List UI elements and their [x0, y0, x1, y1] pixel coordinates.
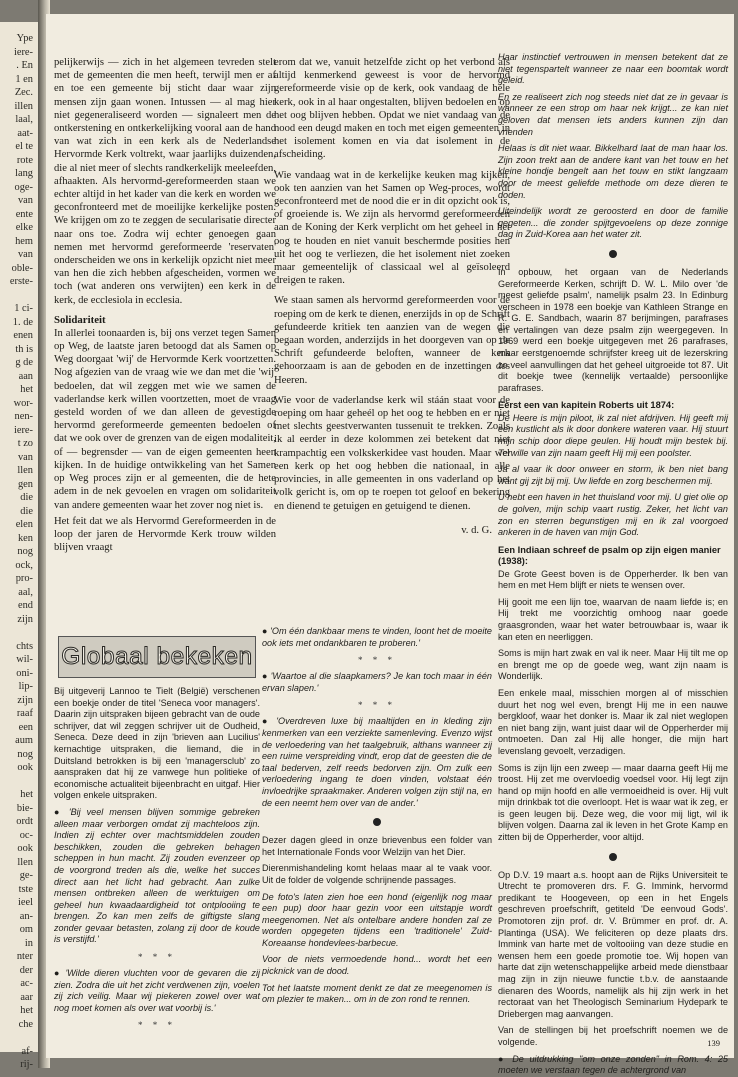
separator-stars: * * *	[138, 1020, 176, 1031]
separator-stars: * * *	[358, 655, 396, 666]
article-paragraph: Wie vandaag wat in de kerkelijke keuken mag kijken, ook ten aanzien van het Samen op Weg-proces, wordt geconfronteerd met de nood die er in dit opzicht ook is, of groeiende is. We zijn als hervormd gereformeerden aan de Koning der Kerk verplicht om het geheel in het oog te houden en niet vanuit beschermde posities hen uit het oog te verliezen, die het isolement niet zoeken maar gemeentelijk of classicaal wel al geïsoleerd dreigen te raken.	[274, 169, 510, 287]
separator-stars: * * *	[358, 700, 396, 711]
left-page-fragment: bie-	[16, 802, 33, 814]
left-page-fragment: tste	[18, 883, 33, 895]
left-page-fragment: oni-	[16, 667, 33, 679]
section-body	[54, 686, 260, 1030]
news-paragraph: Dierenmishandeling komt helaas maar al te vaak voor. Uit de folder de volgende schrijnende passages.	[262, 863, 492, 885]
article-paragraph: erom dat we, vanuit hetzelfde zicht op het verbond als altijd kenmerkend geweest is voor de hervormd gereformeerde visie op de kerk, ook vandaag de héle kerk, ook in al haar ongestalten, blijven bedoelen en op het oog blijven hebben. Opdat we niet vandaag van de nood een deugd maken en toch met eigen gemeenten in het isolement komen en via dat isolement in de afscheiding.	[274, 57, 510, 161]
left-page-fragment: wil-	[16, 654, 33, 665]
section-divider-dot	[609, 250, 617, 258]
left-page-fragment: van	[17, 195, 33, 206]
left-page-fragment: nog	[17, 748, 33, 760]
left-page-fragment: pro-	[15, 573, 33, 584]
left-page-fragment: 1. de	[12, 316, 33, 328]
left-page-fragment: een	[18, 721, 33, 733]
psalm-paragraph: Soms is mijn hart zwak en val ik neer. Maar Hij tilt me op en brengt me op de goede weg, want zijn naam is Wonderlijk.	[498, 648, 728, 682]
left-page-fragment: oc-	[19, 829, 33, 841]
left-page-fragment: Zec.	[14, 87, 33, 98]
section-divider-dot	[609, 853, 617, 861]
left-page-fragment: raaf	[16, 708, 33, 719]
left-page-fragment: ken	[17, 532, 33, 544]
left-page-fragment: iere-	[13, 46, 33, 58]
left-page-fragment: nog	[17, 546, 33, 557]
left-page-fragment: in	[24, 937, 33, 949]
left-page-fragment: elke	[15, 222, 33, 233]
left-page-fragment: zijn	[17, 694, 33, 706]
left-page-fragment: rote	[16, 154, 33, 166]
quote-paragraph: Uiteindelijk wordt ze geroosterd en door de familie gegeten... die zonder spijtgevoelens op deze zonnige dag in Zuid-Korea aan het water zit.	[498, 206, 728, 240]
news-paragraph: Van de stellingen bij het proefschrift noemen we de volgende.	[498, 1025, 728, 1047]
subheading-solidariteit: Solidariteit	[54, 313, 106, 326]
left-page-fragment: ieel	[18, 897, 33, 908]
left-page-fragment: an-	[19, 910, 33, 922]
left-page-fragment: aal,	[18, 586, 33, 598]
left-page-fragment: rij-	[20, 1059, 33, 1070]
left-page-fragment: gen	[17, 478, 33, 490]
bullet-icon: ●	[498, 1053, 513, 1064]
quote-paragraph: De foto's laten zien hoe een hond (eigenlijk nog maar een pup) door haar gezin voor een uitstapje wordt meegenomen. Net als ontelbare andere honden zal ze worden opgegeten tijdens een 'traditionele' Zuid-Koreaanse hondevlees-barbecue.	[262, 891, 492, 948]
quote-text: 'Overdreven luxe bij maaltijden en in kleding zijn kenmerken van een verziekte samenleving. Evenzo wijst de verloedering van het taalgebruik, althans wanneer zij een ruime verspreiding vindt, erop dat de geesten die de taal bederven, zelf reeds bedorven zijn. Om zulk een verloedering ingang te doen vinden, volstaat één invloedrijke spraakmaker. Anderen volgen zijn stijl na, en de een neemt hem over van de ander.'	[262, 716, 492, 808]
left-page-fragment	[0, 626, 33, 640]
news-paragraph: In opbouw, het orgaan van de Nederlands Gereformeerde Kerken, schrijft D. W. L. Milo over 'de meest geliefde psalm', namelijk psalm 23. In Edinburg verscheen in 1978 een boekje van Kathleen Strange en R. G. E. Sandbach, waarin 87 berijmingen, parafrases en vertalingen van deze psalm zijn weergegeven. In 1969 werd een boekje uitgegeven met 26 parafrases, maar eerstgenoemde schrijfster kreeg uit de lezerskring zo veel aanvullingen dat het geheel uitgroeide tot 87. Uit dit boekje twee (kennelijk vertaalde) persoonlijke parafrases.	[498, 266, 728, 393]
news-paragraph: Op D.V. 19 maart a.s. hoopt aan de Rijks Universiteit te Utrecht te promoveren drs. F. G. Immink, hervormd predikant te Hoogeveen, op een in het Engels geschreven proefschrift, getiteld 'De eenvoud Gods'. Promotoren zijn prof. dr. V. Brümmer en prof. dr. A. Plantinga (USA). We feliciteren op deze plaats drs. Immink van harte met de voltooiing van deze studie en wensen hem een goede promotie toe. Wij hopen van harte dat zijn wetenschappelijke arbeid mede dienstbaar mag zijn in zijn nieuwe functie t.b.v. de aanstaande dienaren des Woords, namelijk als hij zijn werk in het rectoraat van het Theologisch Seminarium Hydepark te Driebergen mag aanvangen.	[498, 869, 728, 1019]
left-page-fragment: ge-	[19, 870, 33, 881]
left-page-fragment	[0, 775, 33, 789]
quote-paragraph	[54, 807, 260, 946]
quote-text: 'Wilde dieren vluchten voor de gevaren die zij zien. Zodra die uit het zicht verdwenen zijn, voelen zij zich veilig. Maar wij piekeren zowel over wat nog moet komen als over wat voorbij is.'	[54, 968, 260, 1013]
bullet-icon: ●	[54, 806, 69, 817]
left-page-fragment: iere-	[13, 424, 33, 436]
article-paragraph: In allerlei toonaarden is, bij ons verzet tegen Samen op Weg, de laatste jaren betoogd dat als Samen op Weg doorgaat 'wij' de Hervormde Kerk voortzetten. Nog afgezien van de vraag wie we dan met die 'wij' bedoelen, dat wil zeggen met wie we samen de vaderlandse kerk willen voortzetten, moet de vraag gesteld worden of we dan alleen de gevestigde hervormd gereformeerde gemeenten bedoelen of dat we ook over de grenzen van de eigen modaliteit, of — begrensder — van de eigen gemeenten heen kijken. In de huidige ontwikkeling van het Samen op Weg proces zijn er al gemeenten, die de hete adem in de nek gevoelen en vragen om solidariteit van andere gemeenten waar het zover nog niet is.	[54, 327, 276, 511]
left-page-fragment: die	[20, 492, 33, 503]
quote-text: 'Waartoe al die slaapkamers? Je kan toch maar in één ervan slapen.'	[262, 671, 492, 693]
left-page-fragment: oble-	[11, 262, 33, 274]
left-page-fragment: th is	[15, 343, 33, 355]
section-title: Globaal bekeken	[61, 643, 253, 670]
left-page-fragment: 1 ci-	[14, 303, 33, 314]
left-page-fragment: lang	[15, 168, 33, 179]
article-column-1	[54, 56, 276, 614]
article-paragraph: Het feit dat we als Hervormd Gereformeerden in de loop der jaren de Hervormde Kerk trouw wilden blijven vraagt	[54, 515, 276, 554]
quote-paragraph	[54, 968, 260, 1014]
left-page-fragment: aan	[18, 370, 33, 382]
left-page-edge	[0, 22, 40, 1070]
left-page-fragment: ac-	[20, 978, 33, 989]
bullet-icon: ●	[262, 626, 271, 636]
left-page-fragment: ook	[17, 762, 33, 773]
quote-paragraph	[498, 1054, 728, 1077]
psalm-heading: Eerst een van kapitein Roberts uit 1874:	[498, 400, 675, 411]
left-page-fragment: ente	[15, 208, 33, 220]
quotes-column	[262, 626, 492, 1046]
left-page-fragment: g de	[15, 357, 33, 368]
left-page-fragment: af-	[21, 1045, 33, 1057]
left-page-fragment: het	[20, 789, 33, 800]
bullet-icon: ●	[262, 671, 271, 682]
globaal-bekeken-section	[54, 622, 260, 1052]
left-page-fragment: hem	[15, 235, 33, 247]
left-page-fragment: ock,	[15, 559, 33, 571]
quote-paragraph: Voor de niets vermoedende hond... wordt het een picknick van de dood.	[262, 954, 492, 977]
psalm-paragraph: De Grote Geest boven is de Opperherder. Ik ben van hem en met Hem blijft er niets te wensen over.	[498, 568, 728, 591]
left-page-fragment: illen	[14, 100, 33, 112]
psalm-paragraph: Een enkele maal, misschien morgen al of misschien duurt het nog wel even, brengt Hij me in een nauwe bergkloof, waar het donker is. Maar ik zal niet weglopen en niet bang zijn, want juist daar wil de Opperherder mij ontmoeten. Dan zal Hij alle honger, die mijn hart levenslang gevoelt, verzadigen.	[498, 687, 728, 756]
article-paragraph: We staan samen als hervormd gereformeerden voor de roeping om de kerk te dienen, enerzijds in op de Schrift gefundeerde kritiek ten aanzien van de wegen die begaan worden, anderzijds in het doorgeven van op de Schrift gefundeerde beloften, wanneer de kerk gehoorzaam is aan de geboden en de inzettingen des Heeren.	[274, 295, 510, 386]
left-page-fragment: oge-	[14, 181, 33, 193]
left-page-fragment: che	[18, 1018, 33, 1030]
separator-stars: * * *	[138, 952, 176, 963]
bullet-icon: ●	[54, 968, 66, 979]
left-page-fragment: nter	[16, 951, 33, 962]
psalm-paragraph: Hij gooit me een lijn toe, waarvan de naam liefde is; en Hij trekt me voorzichtig omhoog naar goede graasgronden, waar het water betrouwbaar is, waar ik kan eten en neerliggen.	[498, 596, 728, 642]
left-page-fragment: end	[17, 600, 33, 611]
left-page-fragment: erste-	[9, 276, 33, 287]
article-paragraph: Wie voor de vaderlandse kerk wil stáán staat voor de roeping om haar geheél op het oog te hebben en er niet met slechts geestverwanten tussenuit te trekken. Zoals ik al eerder in deze kolommen zei betekent dat niet krampachtig een volkskerkidee vast houden. Maar wel een kerk op het oog hebben die nationaal, in alle provincies, in alle gemeenten in ons vaderland op het volk gericht is, om op te roepen tot geloof en bekering en dienend te getuigen en getuigend te dienen.	[274, 394, 510, 512]
bullet-icon: ●	[262, 716, 277, 727]
quote-text: 'Bij veel mensen blijven sommige gebreken alleen maar verborgen omdat zij machteloos zijn. Indien zij echter over machtsmiddelen zouden beschikken, zouden die gebreken behagen scheppen in hun macht. Zij zouden evenzeer op de voorgrond treden als die, welke het succes direct aan het licht had gebracht. Aan zulke mensen ontbreken alleen de werktuigen om geheel hun kwaadaardigheid tot ontplooiing te brengen. Zo kan men zelfs de giftigste slang zonder gevaar betasten, zolang zij door de koude is verstijfd.'	[54, 806, 260, 945]
left-page-fragment: ook	[17, 843, 33, 854]
left-page-fragment: om	[19, 924, 33, 935]
left-page-fragment: laal,	[15, 114, 33, 125]
left-page-fragment: t zo	[17, 438, 33, 449]
left-page-fragment: chts	[16, 640, 33, 652]
left-page-fragment: lip-	[18, 681, 33, 692]
left-page-fragment: llen	[17, 465, 33, 476]
quote-paragraph	[262, 671, 492, 694]
news-paragraph: Dezer dagen gleed in onze brievenbus een folder van het Internationale Fonds voor Welzijn van het Dier.	[262, 835, 492, 857]
article-column-2	[274, 56, 510, 616]
article-paragraph: pelijkerwijs — zich in het algemeen tevreden stelt met de gemeenten die men heeft, terwijl men er af en toe een gemeente bij sticht daar waar zijn mensen zijn gaan wonen. Intussen — al mag hier niet gegeneraliseerd worden — signaleert men de ontkerstening en ontkerkelijking vooral aan de hand van wat zich in een kerk als de Nederlandse Hervormde Kerk voltrekt, waar jaarlijks duizenden, die al niet meer of slechts randkerkelijk meeleefden, afhaakten. Als hervormd-gereformeerden staan we echter altijd in het kader van die kerk en worden we geconfronteerd met de moeilijke kerkelijke posten. We krijgen om zo te zeggen de secularisatie directer naar ons toe. Zodra wij echter genoegen gaan nemen met hervormd gereformeerde 'reservaten' onderscheiden we ons in kerkelijk opzicht niet meer van hen die zich hebben afgescheiden, vormen we toch (wat anderen ons verwijten) een kerk in de kerk, de ecclesiola in ecclesia.	[54, 57, 276, 306]
quote-text: De uitdrukking "om onze zonden" in Rom. 4: 25 moeten we verstaan tegen de achtergrond van	[498, 1053, 728, 1076]
quote-paragraph: En ze realiseert zich nog steeds niet dat ze in gevaar is wanneer ze een strop om haar nek krijgt... ze kan niet geloven dat mensen iets anders kunnen zijn dan vrienden	[498, 91, 728, 137]
psalm-paragraph: U hebt een haven in het thuisland voor mij. U giet olie op de golven, mijn schip vaart rustig. Zeker, het licht van zon en sterren begunstigen mij en ik zal voorgoed ankeren in de haven van mijn God.	[498, 492, 728, 538]
psalm-paragraph: Ja al vaar ik door onweer en storm, ik ben niet bang want gij zijt bij mij. Uw liefde en zorg beschermen mij.	[498, 464, 728, 486]
left-page-fragment	[0, 1031, 33, 1045]
left-page-fragment: het	[20, 1005, 33, 1016]
quote-paragraph	[262, 716, 492, 809]
psalm-heading: Een Indiaan schreef de psalm op zijn eigen manier (1938):	[498, 544, 721, 567]
left-page-fragment: . En	[16, 60, 33, 71]
intro-paragraph: Bij uitgeverij Lannoo te Tielt (België) verschenen een boekje onder de titel 'Seneca voor managers'. Daarin zijn uitspraken bijeen gebracht van de oude schrijver, dat wil zeggen schrijver uit de Oudheid, Seneca. Deze deed in zijn 'brieven aan Lucilius' kernachtige uitspraken, die liemand, die in Duitsland betrokken is bij een 'managersclub' zo aanspraken dat hij ze vanwege hun politieke of economische actualiteit bijeenbracht en uitgaf. Hier volgen enkele uitspraken.	[54, 686, 260, 801]
left-page-fragment: elen	[15, 519, 33, 530]
section-divider-dot	[373, 818, 381, 826]
left-page-fragment: het	[20, 384, 33, 395]
left-page-fragment: 1 en	[15, 73, 33, 85]
left-page-fragment: el te	[15, 141, 33, 152]
left-page-fragment: die	[20, 505, 33, 517]
left-page-fragment: van	[17, 451, 33, 463]
left-page-fragment: ordt	[16, 816, 33, 827]
left-page-fragment: nen-	[14, 411, 33, 422]
quote-paragraph: Helaas is dit niet waar. Bikkelhard laat de man haar los. Zijn zoon trekt aan de andere kant van het touw en het kleine hondje bengelt aan het touw en stikt langzaam door de meest geliefde methode om deze dieren te doden.	[498, 143, 728, 200]
section-title-box	[58, 636, 256, 678]
page-number: 139	[707, 1038, 720, 1048]
quote-paragraph	[262, 626, 492, 649]
left-page-fragment: Ype	[16, 33, 33, 44]
left-page-fragment: van	[17, 249, 33, 260]
psalm-paragraph: De Heere is mijn piloot, ik zal niet afdrijven. Hij geeft mij een kustlicht als ik door donkere wateren vaar. Hij stuurt mijn schip door diepe geulen. Hij houdt mijn bestek bij. Terwille van zijn naam geeft Hij mij een poolster.	[498, 412, 728, 458]
left-page-fragment: wor-	[13, 397, 33, 409]
right-page	[46, 14, 734, 1076]
left-page-fragment: der	[19, 964, 33, 976]
author-signature: v. d. G.	[461, 524, 492, 536]
left-page-text-fragments	[0, 32, 36, 1072]
quote-paragraph: Tot het laatste moment denkt ze dat ze meegenomen is om plezier te maken... om in de zon rond te rennen.	[262, 982, 492, 1005]
left-page-fragment: aar	[20, 991, 33, 1003]
left-page-fragment	[0, 289, 33, 303]
left-page-fragment: zijn	[17, 613, 33, 625]
left-page-fragment: aat-	[17, 127, 33, 139]
quote-paragraph: Haar instinctief vertrouwen in mensen betekent dat ze niet tegenspartelt wanneer ze naar een boomtak wordt geleid.	[498, 52, 728, 86]
left-page-fragment: enen	[13, 330, 33, 341]
left-page-fragment: aum	[15, 735, 33, 746]
left-page-fragment: llen	[17, 856, 33, 868]
psalm-paragraph: Soms is zijn lijn een zweep — maar daarna geeft Hij me troost. Hij zet me overvloedig voedsel voor. Hij legt zijn hand op mijn hoofd en alle vermoeidheid is over. Hij vult mijn drinkbak tot die overloopt. Het is waar wat ik zeg, er is geen leugen bij. Deze weg, die voor mij ligt, wil ik blijven volgen. Daarna zal ik leven in het Grote Kamp en zitten bij de Opperherder, voor altijd.	[498, 762, 728, 843]
quote-text: 'Om één dankbaar mens te vinden, loont het de moeite ook iets met ondankbaren te proberen.'	[262, 626, 492, 648]
